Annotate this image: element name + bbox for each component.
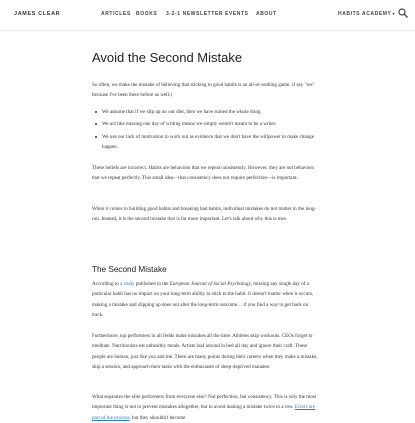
- section-heading: The Second Mistake: [92, 265, 167, 274]
- nav-habits-academy[interactable]: [338, 11, 395, 17]
- nav-articles[interactable]: ARTICLES: [101, 11, 131, 17]
- search-icon[interactable]: [398, 8, 408, 18]
- intro-paragraph: So often, we make the mistake of believing that sticking to good habits is an all-or-nothing game. (I say "we" because I've been there before as well.): [92, 82, 315, 99]
- paragraph-consistency: [92, 392, 320, 423]
- site-header: [0, 0, 415, 31]
- consistency-text-after: , but they shouldn't become: [129, 414, 186, 421]
- nav-events[interactable]: EVENTS: [225, 11, 249, 17]
- paragraph-beliefs: These beliefs are incorrect. Habits are behaviors that we repeat consistently. However, they are not behaviors that we repeat perfectly. This small idea—that consistency does not require perfection—is important.: [92, 165, 315, 182]
- list-item: We assume that if we slip up on our diet, then we have ruined the whole thing.: [92, 107, 320, 117]
- habits-academy-label: HABITS ACADEMY: [338, 11, 392, 17]
- journal-name: European Journal of Social Psychology: [169, 281, 251, 287]
- list-item: We use our lack of motivation to work out as evidence that we don't have the willpower to make change happen.: [92, 132, 320, 153]
- study-text-mid: published in the: [134, 281, 170, 287]
- errors-link[interactable]: Errors are part of the process: [92, 404, 316, 421]
- page-title: Avoid the Second Mistake: [92, 50, 243, 65]
- consistency-text: What separates the elite performers from everyone else? Not perfection, but consistency. This is why the most important thing is not to prevent mistakes altogether, but to avoid making a mistake twice in a row.: [92, 394, 317, 411]
- study-text-rest: , missing any single day of a particular habit has no impact on your long-term ability to stick to the habit. It doesn't matter when it occurs, making a mistake and slipping up does not alter the long-term outcome… if you find a way to get back on track.: [92, 281, 314, 318]
- study-text-before: According to: [92, 281, 121, 287]
- paragraph-study: [92, 279, 320, 320]
- chevron-down-icon: ▾: [392, 11, 396, 16]
- paragraph-second-mistake-intro: When it comes to building good habits and breaking bad habits, individual mistakes do not matter in the long-run. Instead, it is the second mistake that is far more important. Let's talk about why this is true.: [92, 206, 317, 223]
- list-item: We act like missing one day of writing means we simply weren't meant to be a writer.: [92, 119, 320, 129]
- nav-about[interactable]: ABOUT: [256, 11, 277, 17]
- study-link[interactable]: a study: [120, 281, 135, 287]
- site-logo[interactable]: JAMES CLEAR: [14, 11, 61, 17]
- nav-newsletter[interactable]: 3-2-1 NEWSLETTER: [166, 11, 224, 17]
- belief-list: [92, 107, 320, 154]
- nav-books[interactable]: BOOKS: [136, 11, 158, 17]
- paragraph-top-performers: Furthermore, top performers in all fields make mistakes all the time. Athletes skip workouts. CEOs forget to meditate. Nutritionists eat unhealthy meals. Artists loaf around in bed all day and ignore their craft. These people are human, just like you and me. There are many points during their careers when they make a mistake, skip a session, and approach their tasks with the enthusiasm of sleep-deprived manatee.: [92, 333, 318, 370]
